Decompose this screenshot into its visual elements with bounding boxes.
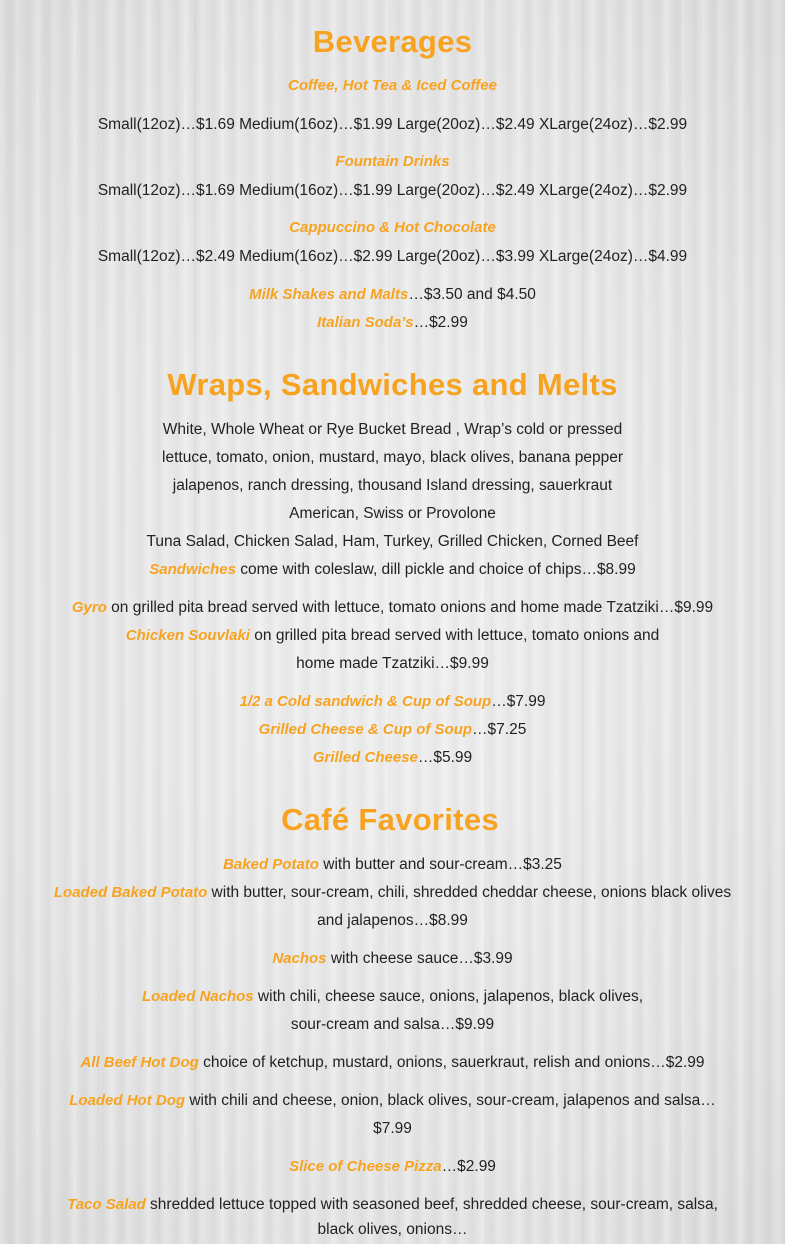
wraps-dressings-line: jalapenos, ranch dressing, thousand Island dressing, sauerkraut: [172, 477, 613, 494]
baked-line: [0, 851, 785, 879]
taco-desc: shredded lettuce topped with seasoned beef, shredded cheese, sour-cream, salsa,: [145, 1196, 718, 1213]
loaded-hotdog-label: Loaded Hot Dog: [69, 1092, 186, 1109]
baked-label: Baked Potato: [223, 856, 319, 873]
baked-desc: with butter and sour-cream…$3.25: [318, 856, 562, 873]
gyro-desc: on grilled pita bread served with lettuce, tomato onions and home made Tzatziki…$9.99: [106, 599, 714, 616]
loaded-hotdog-line-2: $7.99: [373, 1120, 412, 1137]
shakes-line: [0, 281, 785, 309]
souvlaki-label: Chicken Souvlaki: [125, 627, 250, 644]
soda-line: [0, 309, 785, 337]
wraps-meats-line: Tuna Salad, Chicken Salad, Ham, Turkey, Grilled Chicken, Corned Beef: [146, 533, 639, 550]
loaded-nachos-line-2: sour-cream and salsa…$9.99: [290, 1016, 495, 1033]
pizza-price: …$2.99: [441, 1158, 496, 1175]
soda-label: Italian Soda’s: [317, 314, 414, 331]
shakes-label: Milk Shakes and Malts: [249, 286, 409, 303]
nachos-desc: with cheese sauce…$3.99: [326, 950, 513, 967]
hotdog-label: All Beef Hot Dog: [80, 1054, 199, 1071]
grilled-cheese-label: Grilled Cheese: [312, 749, 418, 766]
wraps-bread-line: White, Whole Wheat or Rye Bucket Bread , Wrap’s cold or pressed: [162, 421, 623, 438]
grilled-soup-price: …$7.25: [472, 721, 527, 738]
sandwiches-line: [0, 556, 785, 584]
sandwiches-label: Sandwiches: [149, 561, 236, 578]
shakes-price: …$3.50 and $4.50: [408, 286, 536, 303]
cappuccino-prices: Small(12oz)…$2.49 Medium(16oz)…$2.99 Large(20oz)…$3.99 XLarge(24oz)…$4.99: [97, 248, 688, 265]
pizza-line: [0, 1153, 785, 1181]
taco-line-2: black olives, onions…: [317, 1221, 468, 1238]
coffee-prices: Small(12oz)…$1.69 Medium(16oz)…$1.99 Large(20oz)…$2.49 XLarge(24oz)…$2.99: [97, 116, 688, 133]
gyro-line: [0, 594, 785, 622]
wraps-title: Wraps, Sandwiches and Melts: [167, 367, 618, 402]
loaded-baked-label: Loaded Baked Potato: [53, 884, 208, 901]
wraps-toppings-line: lettuce, tomato, onion, mustard, mayo, black olives, banana pepper: [162, 449, 623, 466]
nachos-label: Nachos: [272, 950, 327, 967]
loaded-nachos-label: Loaded Nachos: [141, 988, 254, 1005]
cafe-title: Café Favorites: [281, 802, 499, 837]
loaded-hotdog-line: [0, 1087, 785, 1115]
loaded-hotdog-desc: with chili and cheese, onion, black olives, sour-cream, jalapenos and salsa…: [185, 1092, 716, 1109]
grilled-soup-label: Grilled Cheese & Cup of Soup: [258, 721, 473, 738]
wraps-cheese-line: American, Swiss or Provolone: [289, 505, 496, 522]
gyro-label: Gyro: [71, 599, 107, 616]
coffee-label: Coffee, Hot Tea & Iced Coffee: [288, 77, 497, 94]
grilled-cheese-price: …$5.99: [417, 749, 473, 766]
loaded-nachos-line: [0, 983, 785, 1011]
pizza-label: Slice of Cheese Pizza: [289, 1158, 442, 1175]
grilled-cheese-line: [0, 744, 785, 772]
loaded-baked-line: [0, 879, 785, 907]
souvlaki-line: [0, 622, 785, 650]
beverages-title: Beverages: [312, 24, 473, 59]
loaded-nachos-desc: with chili, cheese sauce, onions, jalapenos, black olives,: [253, 988, 644, 1005]
grilled-soup-line: [0, 716, 785, 744]
hotdog-desc: choice of ketchup, mustard, onions, sauerkraut, relish and onions…$2.99: [198, 1054, 705, 1071]
fountain-prices: Small(12oz)…$1.69 Medium(16oz)…$1.99 Large(20oz)…$2.49 XLarge(24oz)…$2.99: [97, 182, 688, 199]
soda-price: …$2.99: [413, 314, 468, 331]
cappuccino-label: Cappuccino & Hot Chocolate: [289, 219, 496, 236]
souvlaki-line-2: home made Tzatziki…$9.99: [296, 655, 489, 672]
cold-sandwich-price: …$7.99: [491, 693, 546, 710]
souvlaki-desc: on grilled pita bread served with lettuce, tomato onions and: [249, 627, 660, 644]
hotdog-line: [0, 1049, 785, 1077]
loaded-baked-desc: with butter, sour-cream, chili, shredded cheddar cheese, onions black olives: [207, 884, 732, 901]
cold-sandwich-label: 1/2 a Cold sandwich & Cup of Soup: [239, 693, 492, 710]
loaded-baked-line-2: and jalapenos…$8.99: [317, 912, 468, 929]
sandwiches-desc: come with coleslaw, dill pickle and choice of chips…$8.99: [235, 561, 636, 578]
nachos-line: [0, 945, 785, 973]
taco-line: [0, 1191, 785, 1219]
taco-label: Taco Salad: [67, 1196, 146, 1213]
fountain-label: Fountain Drinks: [335, 153, 450, 170]
cold-sandwich-line: [0, 688, 785, 716]
